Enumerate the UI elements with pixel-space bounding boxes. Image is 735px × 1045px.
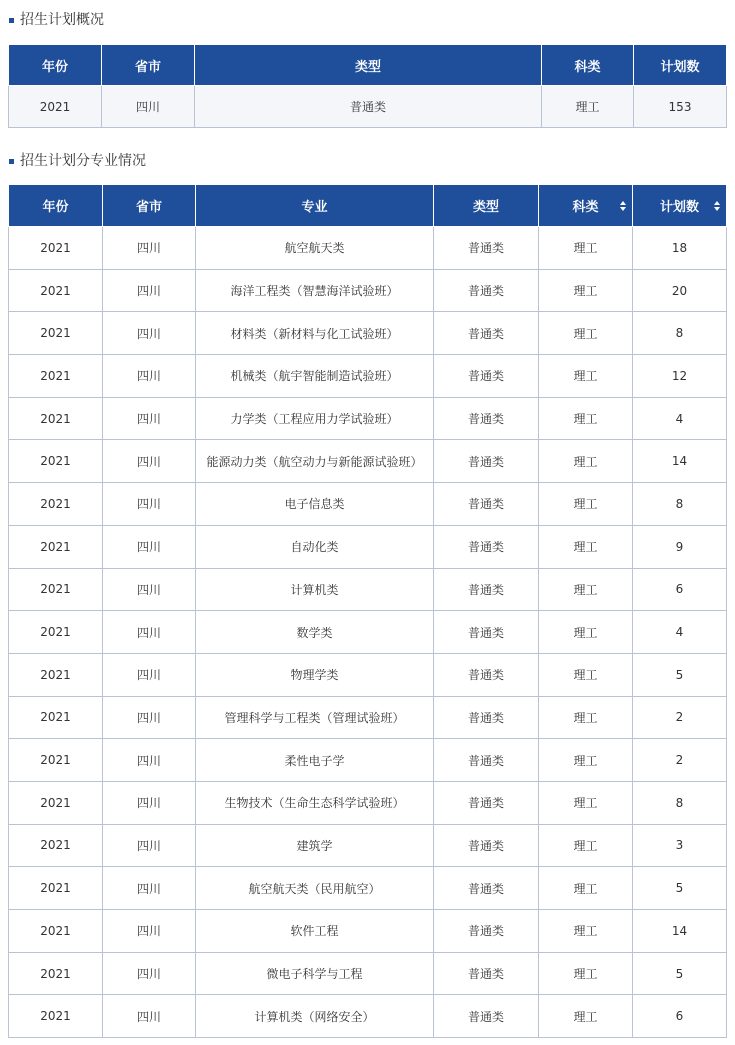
square-bullet-icon — [9, 159, 14, 164]
cell-year: 2021 — [9, 355, 103, 398]
cell-category: 理工 — [539, 483, 633, 526]
cell-year: 2021 — [9, 312, 103, 355]
table-row — [9, 269, 727, 312]
header-type: 类型 — [434, 185, 539, 227]
cell-category: 理工 — [539, 611, 633, 654]
cell-category: 理工 — [539, 568, 633, 611]
cell-category: 理工 — [539, 440, 633, 483]
header-year: 年份 — [9, 185, 103, 227]
cell-category: 理工 — [539, 312, 633, 355]
table-row — [9, 227, 727, 270]
cell-plan-count: 5 — [633, 952, 727, 995]
cell-year: 2021 — [9, 824, 103, 867]
table-row — [9, 952, 727, 995]
cell-plan-count: 14 — [633, 440, 727, 483]
cell-category: 理工 — [539, 525, 633, 568]
cell-plan-count: 20 — [633, 269, 727, 312]
cell-category: 理工 — [539, 397, 633, 440]
cell-year: 2021 — [9, 568, 103, 611]
cell-type: 普通类 — [434, 397, 539, 440]
cell-category: 理工 — [539, 653, 633, 696]
overview-header-row — [9, 45, 727, 86]
detail-section-title — [9, 151, 146, 171]
cell-major: 软件工程 — [196, 910, 434, 953]
overview-table — [8, 44, 727, 128]
header-category: 科类 — [542, 45, 634, 86]
cell-category: 理工 — [542, 86, 634, 128]
cell-major: 能源动力类（航空动力与新能源试验班） — [196, 440, 434, 483]
square-bullet-icon — [9, 18, 14, 23]
cell-year: 2021 — [9, 910, 103, 953]
sort-icon[interactable] — [620, 201, 626, 211]
cell-type: 普通类 — [434, 269, 539, 312]
overview-title: 招生计划概况 — [20, 12, 104, 28]
cell-category: 理工 — [539, 739, 633, 782]
cell-plan-count: 12 — [633, 355, 727, 398]
cell-province: 四川 — [103, 483, 196, 526]
cell-plan-count: 9 — [633, 525, 727, 568]
cell-plan-count: 153 — [634, 86, 727, 128]
header-plan-count: 计划数 — [634, 45, 727, 86]
cell-plan-count: 5 — [633, 653, 727, 696]
table-row — [9, 86, 727, 128]
header-category-sortable[interactable] — [539, 185, 633, 227]
cell-category: 理工 — [539, 781, 633, 824]
cell-province: 四川 — [103, 995, 196, 1038]
cell-year: 2021 — [9, 483, 103, 526]
cell-year: 2021 — [9, 440, 103, 483]
table-row — [9, 995, 727, 1038]
sort-icon[interactable] — [714, 201, 720, 211]
table-row — [9, 568, 727, 611]
cell-type: 普通类 — [434, 910, 539, 953]
cell-province: 四川 — [103, 781, 196, 824]
cell-province: 四川 — [103, 440, 196, 483]
cell-province: 四川 — [103, 696, 196, 739]
cell-major: 电子信息类 — [196, 483, 434, 526]
cell-major: 航空航天类 — [196, 227, 434, 270]
cell-category: 理工 — [539, 355, 633, 398]
cell-type: 普通类 — [434, 824, 539, 867]
table-row — [9, 653, 727, 696]
cell-category: 理工 — [539, 696, 633, 739]
cell-major: 物理学类 — [196, 653, 434, 696]
cell-plan-count: 2 — [633, 739, 727, 782]
header-major: 专业 — [196, 185, 434, 227]
cell-major: 微电子科学与工程 — [196, 952, 434, 995]
cell-category: 理工 — [539, 824, 633, 867]
cell-plan-count: 5 — [633, 867, 727, 910]
cell-category: 理工 — [539, 995, 633, 1038]
cell-year: 2021 — [9, 525, 103, 568]
table-row — [9, 525, 727, 568]
cell-major: 数学类 — [196, 611, 434, 654]
cell-province: 四川 — [103, 227, 196, 270]
cell-province: 四川 — [102, 86, 195, 128]
detail-header-row — [9, 185, 727, 227]
header-plan-count: 计划数 — [659, 200, 699, 215]
cell-major: 材料类（新材料与化工试验班） — [196, 312, 434, 355]
table-row — [9, 781, 727, 824]
cell-province: 四川 — [103, 910, 196, 953]
cell-year: 2021 — [9, 397, 103, 440]
cell-plan-count: 4 — [633, 397, 727, 440]
header-year: 年份 — [9, 45, 102, 86]
cell-plan-count: 6 — [633, 568, 727, 611]
header-province: 省市 — [102, 45, 195, 86]
table-row — [9, 824, 727, 867]
cell-major: 海洋工程类（智慧海洋试验班） — [196, 269, 434, 312]
cell-type: 普通类 — [434, 355, 539, 398]
cell-province: 四川 — [103, 312, 196, 355]
cell-type: 普通类 — [434, 653, 539, 696]
cell-plan-count: 4 — [633, 611, 727, 654]
cell-province: 四川 — [103, 525, 196, 568]
cell-category: 理工 — [539, 952, 633, 995]
cell-province: 四川 — [103, 355, 196, 398]
cell-major: 柔性电子学 — [196, 739, 434, 782]
cell-category: 理工 — [539, 227, 633, 270]
table-row — [9, 312, 727, 355]
cell-province: 四川 — [103, 824, 196, 867]
overview-section-title — [9, 10, 104, 30]
cell-year: 2021 — [9, 867, 103, 910]
cell-year: 2021 — [9, 739, 103, 782]
header-province: 省市 — [103, 185, 196, 227]
cell-type: 普通类 — [434, 995, 539, 1038]
cell-year: 2021 — [9, 952, 103, 995]
cell-category: 理工 — [539, 269, 633, 312]
cell-major: 机械类（航宇智能制造试验班） — [196, 355, 434, 398]
cell-major: 力学类（工程应用力学试验班） — [196, 397, 434, 440]
cell-plan-count: 18 — [633, 227, 727, 270]
cell-type: 普通类 — [434, 227, 539, 270]
cell-type: 普通类 — [434, 312, 539, 355]
cell-year: 2021 — [9, 653, 103, 696]
cell-year: 2021 — [9, 269, 103, 312]
cell-major: 计算机类（网络安全） — [196, 995, 434, 1038]
cell-province: 四川 — [103, 867, 196, 910]
table-row — [9, 867, 727, 910]
table-row — [9, 696, 727, 739]
cell-type: 普通类 — [434, 781, 539, 824]
cell-year: 2021 — [9, 611, 103, 654]
table-row — [9, 355, 727, 398]
cell-type: 普通类 — [434, 440, 539, 483]
cell-province: 四川 — [103, 568, 196, 611]
table-row — [9, 910, 727, 953]
cell-category: 理工 — [539, 867, 633, 910]
cell-plan-count: 2 — [633, 696, 727, 739]
header-category: 科类 — [572, 200, 599, 215]
cell-major: 航空航天类（民用航空） — [196, 867, 434, 910]
cell-plan-count: 6 — [633, 995, 727, 1038]
cell-province: 四川 — [103, 269, 196, 312]
table-row — [9, 739, 727, 782]
cell-major: 建筑学 — [196, 824, 434, 867]
detail-table — [8, 184, 727, 1038]
cell-province: 四川 — [103, 952, 196, 995]
cell-type: 普通类 — [434, 952, 539, 995]
cell-type: 普通类 — [434, 483, 539, 526]
cell-year: 2021 — [9, 696, 103, 739]
cell-type: 普通类 — [195, 86, 542, 128]
header-plan-count-sortable[interactable] — [633, 185, 727, 227]
cell-type: 普通类 — [434, 739, 539, 782]
cell-plan-count: 8 — [633, 312, 727, 355]
cell-plan-count: 14 — [633, 910, 727, 953]
cell-type: 普通类 — [434, 568, 539, 611]
cell-major: 生物技术（生命生态科学试验班） — [196, 781, 434, 824]
cell-province: 四川 — [103, 611, 196, 654]
cell-category: 理工 — [539, 910, 633, 953]
cell-type: 普通类 — [434, 611, 539, 654]
cell-plan-count: 8 — [633, 483, 727, 526]
cell-year: 2021 — [9, 781, 103, 824]
table-row — [9, 440, 727, 483]
cell-year: 2021 — [9, 995, 103, 1038]
cell-plan-count: 3 — [633, 824, 727, 867]
cell-major: 管理科学与工程类（管理试验班） — [196, 696, 434, 739]
cell-year: 2021 — [9, 86, 102, 128]
cell-type: 普通类 — [434, 867, 539, 910]
cell-major: 计算机类 — [196, 568, 434, 611]
cell-year: 2021 — [9, 227, 103, 270]
detail-title: 招生计划分专业情况 — [20, 153, 146, 169]
cell-province: 四川 — [103, 739, 196, 782]
cell-type: 普通类 — [434, 525, 539, 568]
cell-type: 普通类 — [434, 696, 539, 739]
table-row — [9, 483, 727, 526]
header-type: 类型 — [195, 45, 542, 86]
cell-major: 自动化类 — [196, 525, 434, 568]
cell-province: 四川 — [103, 653, 196, 696]
table-row — [9, 397, 727, 440]
table-row — [9, 611, 727, 654]
cell-plan-count: 8 — [633, 781, 727, 824]
cell-province: 四川 — [103, 397, 196, 440]
